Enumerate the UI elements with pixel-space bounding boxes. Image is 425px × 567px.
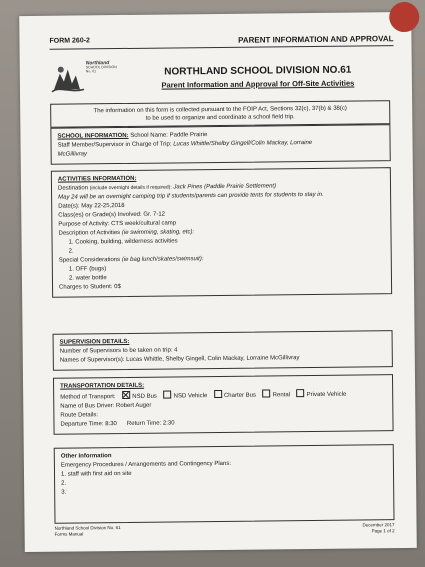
other-info-section xyxy=(54,444,395,524)
form-header xyxy=(49,34,393,50)
school-info-section xyxy=(50,124,390,165)
charges-value[interactable]: 0$ xyxy=(114,284,121,291)
red-object xyxy=(389,2,419,32)
return-label: Return Time: xyxy=(126,420,162,427)
driver-value[interactable]: Robert Auger xyxy=(115,402,152,410)
activities-heading: ACTIVITIES INFORMATION: xyxy=(57,175,137,183)
route-label: Route Details: xyxy=(60,412,99,419)
other-item[interactable]: 1. staff with first aid on site xyxy=(60,470,132,478)
charter-bus-checkbox[interactable] xyxy=(214,390,222,398)
dates-label: Date(s): xyxy=(58,203,80,210)
description-label: Description of Activities xyxy=(58,230,121,237)
staff-value-cont[interactable]: McGillivray xyxy=(57,151,88,158)
school-heading: SCHOOL INFORMATION: xyxy=(57,132,129,140)
classes-label: Class(es) or Grade(s) Involved: xyxy=(58,211,142,219)
nsd-vehicle-label: NSD Vehicle xyxy=(173,393,208,400)
charges-label: Charges to Student: xyxy=(59,284,113,291)
footer-left-1: Northland School Division No. 61 xyxy=(54,525,121,531)
form-footer xyxy=(55,522,395,538)
special-item[interactable]: 2. water bottle xyxy=(68,275,107,282)
destination-label: Destination xyxy=(57,185,89,192)
document-subtitle: Parent Information and Approval for Off-Site Activities xyxy=(161,78,355,90)
logo-line-3: No. 61 xyxy=(85,69,97,74)
private-vehicle-label: Private Vehicle xyxy=(306,391,347,399)
rental-checkbox[interactable] xyxy=(263,389,271,397)
driver-label: Name of Bus Driver: xyxy=(60,403,115,410)
transport-section xyxy=(53,374,394,435)
footer-date: December 2017 xyxy=(362,522,395,528)
foip-line-1: The information on this form is collected pursuant to the FOIP Act, Sections 32(c), 37(b) & 38(c) xyxy=(93,105,347,115)
form-number: FORM 260-2 xyxy=(49,37,90,45)
transport-method-label: Method of Transport: xyxy=(60,394,116,401)
destination-value[interactable]: Jack Pines (Paddle Prairie Settlement) xyxy=(173,183,277,191)
supervisor-count-label: Number of Supervisors to be taken on trip: xyxy=(59,347,173,355)
transport-heading: TRANSPORTATION DETAILS: xyxy=(60,382,145,390)
supervision-section xyxy=(53,330,393,371)
school-name-label: School Name: xyxy=(130,132,168,139)
classes-value[interactable]: Gr. 7-12 xyxy=(143,211,166,218)
destination-note: (include overnight details if required): xyxy=(89,184,172,192)
dates-value[interactable]: May 22-25,2018 xyxy=(81,202,125,210)
footer-left-2: Forms Manual xyxy=(54,531,84,537)
school-name-value[interactable]: Paddle Prairie xyxy=(169,132,208,139)
purpose-label: Purpose of Activity: xyxy=(58,221,110,228)
nsd-vehicle-checkbox[interactable] xyxy=(164,390,172,398)
private-vehicle-checkbox[interactable] xyxy=(297,389,305,397)
departure-label: Departure Time: xyxy=(60,421,104,428)
supervisor-count-value[interactable]: 4 xyxy=(174,347,178,354)
return-value[interactable]: 2:30 xyxy=(162,420,175,427)
emergency-label: Emergency Procedures / Arrangements and Contingency Plans: xyxy=(60,460,232,469)
document-title: NORTHLAND SCHOOL DIVISION NO.61 xyxy=(164,64,352,78)
logo-line-1: Northland xyxy=(85,60,110,67)
description-item[interactable]: 2. xyxy=(68,248,74,255)
other-item[interactable]: 2. xyxy=(61,480,67,487)
staff-label: Staff Member/Supervisor in Charge of Trip: xyxy=(57,141,172,149)
purpose-value[interactable]: CTS week/cultural camp xyxy=(111,220,177,228)
footer-page: Page 1 of 2 xyxy=(371,528,395,534)
supervisor-names-value[interactable]: Lucas Whittle, Shelby Gingell, Colin Mackay, Lorraine McGillivray xyxy=(126,355,300,363)
special-label: Special Considerations xyxy=(58,257,121,264)
other-item[interactable]: 3. xyxy=(61,489,67,496)
form-paper xyxy=(19,12,417,552)
nsd-bus-checkbox[interactable] xyxy=(122,391,130,399)
staff-value[interactable]: Lucas Whittle/Shelby Gingell/Colin Mackay, Lorraine xyxy=(173,140,313,148)
supervisor-names-label: Names of Supervisor(s): xyxy=(59,356,125,364)
foip-notice xyxy=(50,100,390,128)
special-item[interactable]: 1. OFF (bugs) xyxy=(68,266,107,273)
supervision-heading: SUPERVISION DETAILS: xyxy=(59,338,130,346)
description-item[interactable]: 1. Cooking, building, wilderness activities xyxy=(68,238,178,246)
logo-line-2: SCHOOL DIVISION xyxy=(85,65,117,70)
departure-value[interactable]: 8:30 xyxy=(105,421,117,428)
logo-text xyxy=(86,61,117,73)
charter-bus-label: Charter Bus xyxy=(223,392,257,399)
description-hint: (ie swimming, skating, etc): xyxy=(121,229,195,237)
form-header-title: PARENT INFORMATION AND APPROVAL xyxy=(238,34,394,45)
foip-line-2: to be used to organize and coordinate a school field trip. xyxy=(145,114,295,122)
other-heading: Other Information xyxy=(60,453,112,460)
rental-label: Rental xyxy=(272,392,291,399)
destination-note-2[interactable]: May 24 will be an overnight camping trip if students/parents can provide tents for students to stay in. xyxy=(58,191,324,201)
nsd-bus-label: NSD Bus xyxy=(132,393,157,400)
special-hint: (ie bag lunch/skates/swimsuit): xyxy=(121,256,204,264)
activities-section xyxy=(51,167,392,298)
